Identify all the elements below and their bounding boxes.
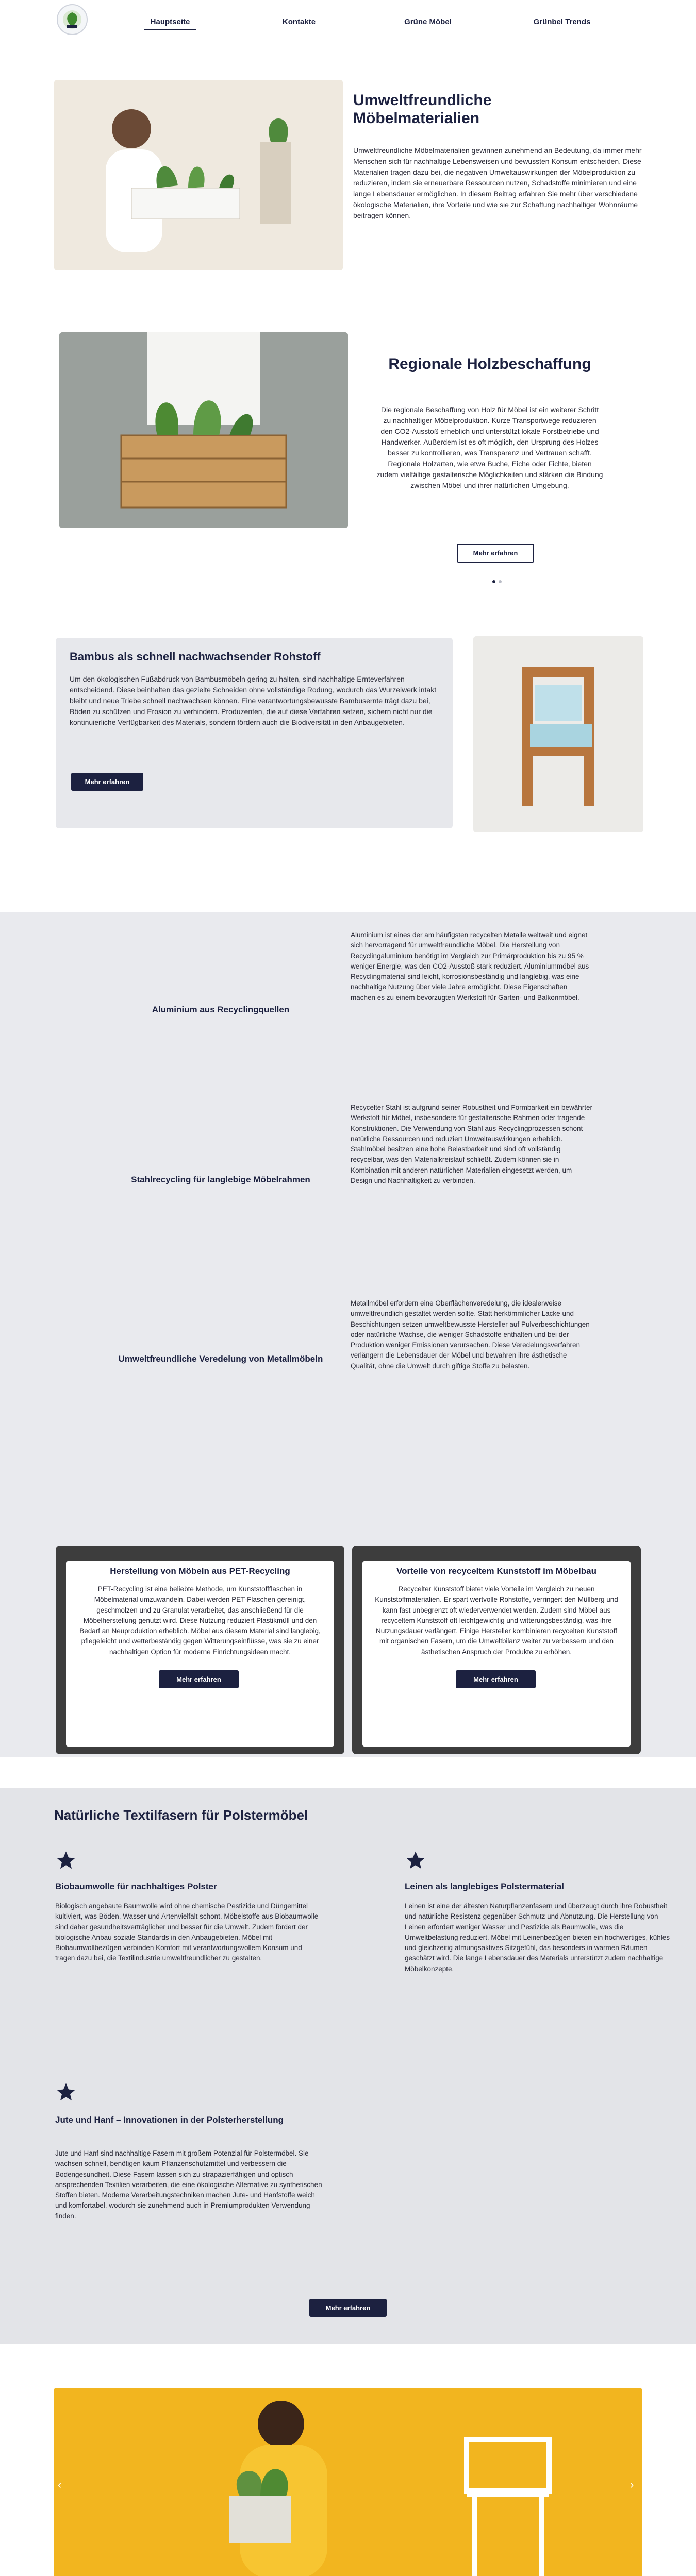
hero2-image [59,332,348,528]
textile-item-text: Leinen ist eine der ältesten Naturpflanzenfasern und überzeugt durch ihre Robustheit und natürliche Resistenz gegenüber Schmutz und Abnutzung. Die Herstellung von Leinen erfordert weniger Wasser und Pestizide als Baumwolle, was die Umweltbelastung reduziert. Möbel mit Leinenbezügen bieten ein hochwertiges, kühles und gleichzeitig atmungsaktives Sitzgefühl, das besonders in warmen Räumen geschätzt wird. Die lange Lebensdauer des Materials unterstützt zudem nachhaltige Möbelkonzepte. [405,1902,670,1973]
star-icon [55,2081,77,2106]
hero1-text: Umweltfreundliche Möbelmaterialien gewinnen zunehmend an Bedeutung, da immer mehr Menschen sich für nachhaltige Lebensweisen und bewussten Konsum entscheiden. Diese Materialien tragen dazu bei, die negativen Umweltauswirkungen der Möbelproduktion zu reduzieren, indem sie erneuerbare Ressourcen nutzen, Schadstoffe minimieren und eine lange Lebensdauer ermöglichen. In diesem Beitrag erfahren Sie mehr über verschiedene ökologische Materialien, ihre Vorteile und wie sie zur Schaffung nachhaltiger Wohnräume beitragen können. [353,146,642,219]
nav-label: Hauptseite [150,18,190,26]
nav-item-gruene-moebel[interactable] [400,18,456,26]
leaf-logo-icon [58,5,87,34]
card-text: PET-Recycling ist eine beliebte Methode, um Kunststoffflaschen in Möbelmaterial umzuwandeln. Dabei werden PET-Flaschen gereinigt, geschmolzen und zu Granulat verarbeitet, das anschließend für die Möbelherstellung genutzt wird. Diese Nutzung reduziert Plastikmüll und den Bedarf an Neuproduktion erheblich. Möbel aus diesem Material sind langlebig, pflegeleicht und wetterbeständig gegen Witterungseinflüsse, was sie zu einer nachhaltigen Option für moderne Einrichtungsideen macht. [79,1585,321,1656]
slider-prev-icon[interactable]: ‹ [58,2478,62,2491]
hero2-title: Regionale Holzbeschaffung [388,355,591,372]
bamboo-panel [56,638,453,828]
metal-item-text: Metallmöbel erfordern eine Oberflächenveredelung, die idealerweise umweltfreundlich gestaltet werden sollte. Statt herkömmlicher Lacke und Beschichtungen setzen umweltbewusste Hersteller auf Pulverbeschichtungen oder natürliche Wachse, die weniger Schadstoffe enthalten und bei der Produktion weniger Emissionen verursachen. Diese Veredelungsverfahren verlängern die Lebensdauer der Möbel und bewahren ihre ästhetische Qualität, ohne die Umwelt durch giftige Stoffe zu belasten. [351,1299,590,1370]
textile-item-text: Biologisch angebaute Baumwolle wird ohne chemische Pestizide und Düngemittel kultiviert, was Böden, Wasser und Artenvielfalt schont. Möbelstoffe aus Biobaumwolle sind daher gesundheitsverträglicher und besser für die Umwelt. Zudem fördert der biologische Anbau soziale Standards in den Anbaugebieten. Möbel mit Biobaumwollbezügen verbinden Komfort mit verantwortungsvollem Konsum und tragen dazu bei, die Textilindustrie umweltfreundlicher zu gestalten. [55,1902,319,1962]
bamboo-more-button[interactable]: Mehr erfahren [71,773,143,791]
bamboo-slider-image [54,2388,642,2576]
star-icon [405,1850,426,1874]
bamboo-text: Um den ökologischen Fußabdruck von Bambusmöbeln gering zu halten, sind nachhaltige Ernteverfahren entscheidend. Diese beinhalten das gezielte Schneiden ohne vollständige Rodung, wodurch das Wurzelwerk intakt bleibt und neue Triebe schnell nachwachsen können. Eine verantwortungsbewusste Bambusernte trägt dazu bei, Böden zu schützen und Erosion zu verhindern. Produzenten, die auf diese Verfahren setzen, sichern nicht nur die kontinuierliche Verfügbarkeit des Materials, sondern fördern auch die Biodiversität in den Anbaugebieten. [70,675,437,726]
textile-item-title: Biobaumwolle für nachhaltiges Polster [55,1882,217,1891]
textiles-title: Natürliche Textilfasern für Polstermöbel [54,1807,308,1823]
hero2-text: Die regionale Beschaffung von Holz für Möbel ist ein weiterer Schritt zu nachhaltiger Möbelproduktion. Kurze Transportwege reduzieren den CO2-Ausstoß erheblich und unterstützt lokale Forstbetriebe und Handwerker. Außerdem ist es oft möglich, den Ursprung des Holzes besser zu kontrollieren, was Transparenz und Vertrauen schafft. Regionale Holzarten, wie etwa Buche, Eiche oder Fichte, bieten zudem vielfältige gestalterische Möglichkeiten und stärken die Bindung zwischen Möbel und ihrer natürlichen Umgebung. [376,405,603,489]
card-text: Recycelter Kunststoff bietet viele Vorteile im Vergleich zu neuen Kunststoffmaterialien. Er spart wertvolle Rohstoffe, verringert den Müllberg und kann fast unbegrenzt oft wiederverwendet werden. Zudem sind Möbel aus recyceltem Kunststoff oft leichtgewichtig und witterungsbeständig, was ihre Nutzungsdauer verlängert. Einige Hersteller kombinieren recycelten Kunststoff mit organischen Fasern, um die Umweltbilanz weiter zu verbessern und den ästhetischen Anspruch der Produkte zu erhöhen. [375,1585,618,1656]
hero1-image [54,80,343,270]
nav-item-kontakte[interactable] [273,18,325,26]
logo[interactable] [57,4,88,35]
header [0,0,696,46]
nav-label: Grüne Möbel [404,18,452,26]
nav-label: Kontakte [282,18,316,26]
hero2-more-button[interactable]: Mehr erfahren [457,544,534,563]
nav-item-gruenbel-trends[interactable] [526,18,598,26]
bamboo-chair-image [473,636,643,832]
slider-dot[interactable] [499,580,502,583]
metal-item-text: Aluminium ist eines der am häufigsten recycelten Metalle weltweit und eignet sich hervorragend für umweltfreundliche Möbel. Die Herstellung von Recyclingaluminium benötigt im Vergleich zur Primärproduktion bis zu 95 % weniger Energie, was den CO2-Ausstoß stark reduziert. Aluminiummöbel aus Recyclingmaterial sind leicht, korrosionsbeständig und langlebig, was eine nachhaltige Nutzung über viele Jahre ermöglicht. Diese Eigenschaften machen es zu einem bevorzugten Werkstoff für Garten- und Balkonmöbel. [351,931,589,1002]
card-more-button[interactable]: Mehr erfahren [159,1670,239,1688]
card-more-button[interactable]: Mehr erfahren [456,1670,536,1688]
nav-label: Grünbel Trends [533,18,591,26]
card-title: Herstellung von Möbeln aus PET-Recycling [110,1566,290,1576]
metal-item-title: Stahlrecycling für langlebige Möbelrahmen [131,1175,310,1184]
hero1-title: Umweltfreundliche Möbelmaterialien [353,92,492,127]
metal-item-title: Umweltfreundliche Veredelung von Metallmöbeln [118,1354,323,1364]
star-icon [55,1850,77,1874]
metal-item-text: Recycelter Stahl ist aufgrund seiner Robustheit und Formbarkeit ein bewährter Werkstoff für Möbel, insbesondere für gestalterische Rahmen oder tragende Konstruktionen. Die Verwendung von Stahl aus Recyclingprozessen schont natürliche Ressourcen und reduziert Umweltauswirkungen erheblich. Stahlmöbel besitzen eine hohe Belastbarkeit und sind oft vollständig recycelbar, was den Materialkreislauf schließt. Zudem können sie in Kombination mit anderen natürlichen Materialien eingesetzt werden, um Design und Nachhaltigkeit zu verbinden. [351,1104,592,1184]
metal-item-title: Aluminium aus Recyclingquellen [152,1005,290,1014]
textile-item-text: Jute und Hanf sind nachhaltige Fasern mit großem Potenzial für Polstermöbel. Sie wachsen schnell, benötigen kaum Pflanzenschutzmittel und verbessern die Bodengesundheit. Diese Fasern lassen sich zu strapazierfähigen und optisch ansprechenden Textilien verarbeiten, die eine ökologische Alternative zu synthetischen Stoffen bieten. Moderne Verarbeitungstechniken machen Jute- und Hanfstoffe weich und komfortabel, wodurch sie zunehmend auch in Premiumprodukten Verwendung finden. [55,2149,322,2220]
slider-dot[interactable] [492,580,495,583]
card-title: Vorteile von recyceltem Kunststoff im Möbelbau [396,1566,596,1576]
slider-dots [492,580,508,583]
bamboo-title: Bambus als schnell nachwachsender Rohstoff [70,650,321,663]
nav-item-hauptseite[interactable] [144,18,196,30]
textiles-section [0,1788,696,2344]
textile-item-title: Jute und Hanf – Innovationen in der Polsterherstellung [55,2115,284,2125]
textile-item-title: Leinen als langlebiges Polstermaterial [405,1882,564,1891]
slider-next-icon[interactable]: › [630,2478,634,2491]
textiles-more-button[interactable]: Mehr erfahren [309,2299,387,2317]
